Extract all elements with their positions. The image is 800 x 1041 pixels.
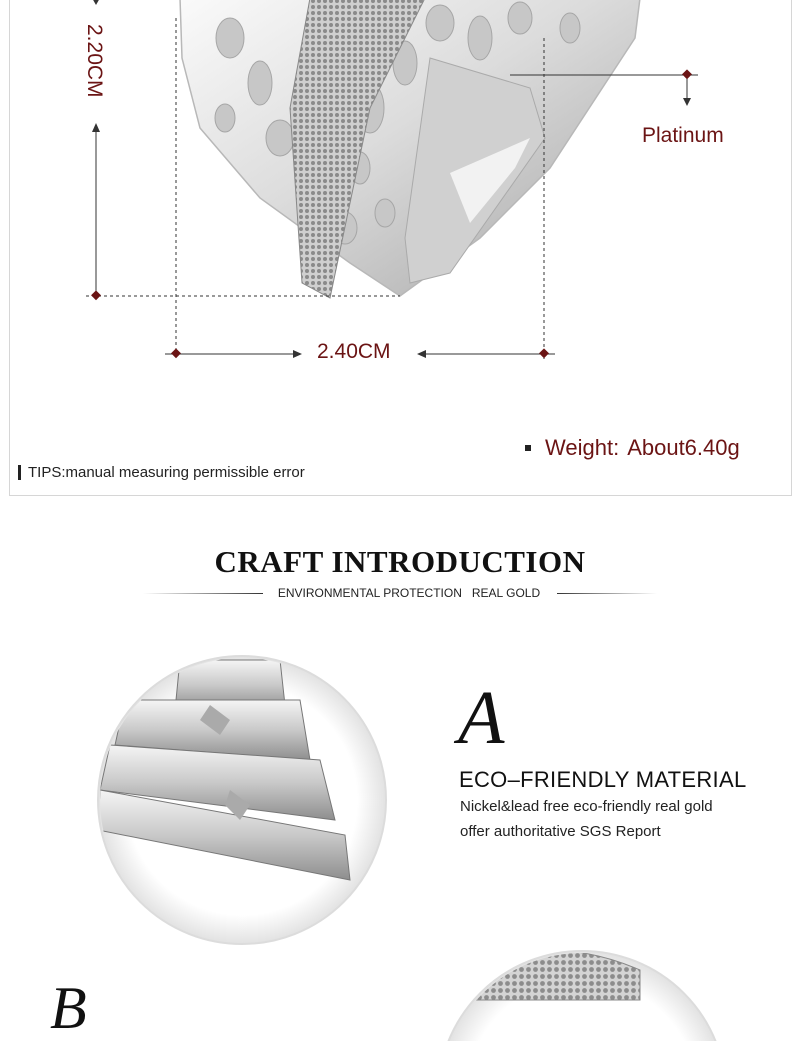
tips-bar-icon: [18, 465, 21, 480]
feature-heading: ECO–FRIENDLY MATERIAL: [459, 767, 747, 792]
section-title: CRAFT INTRODUCTION: [214, 544, 586, 579]
divider: [557, 593, 657, 594]
subtitle-item: REAL GOLD: [471, 586, 541, 600]
section-subtitle: [0, 586, 800, 600]
tips-text: TIPS:manual measuring permissible error: [28, 464, 305, 481]
divider: [143, 593, 263, 594]
spec-panel: [9, 0, 792, 496]
bullet-icon: [525, 445, 531, 451]
ring-image: [10, 0, 793, 496]
weight-value: About6.40g: [627, 435, 740, 460]
weight-label: Weight:: [545, 435, 620, 460]
width-dimension-label: 2.40CM: [317, 340, 391, 363]
feature-description-line: Nickel&lead free eco-friendly real gold: [460, 798, 713, 815]
height-dimension-label: 2.20CM: [83, 24, 106, 98]
feature-description-line: offer authoritative SGS Report: [460, 823, 661, 840]
feature-letter-b: B: [50, 975, 87, 1041]
feature-letter-a: A: [458, 676, 505, 760]
tips-row: [18, 464, 305, 481]
weight-row: [525, 435, 740, 461]
material-label: Platinum: [642, 124, 724, 147]
subtitle-item: ENVIRONMENTAL PROTECTION: [277, 586, 462, 600]
